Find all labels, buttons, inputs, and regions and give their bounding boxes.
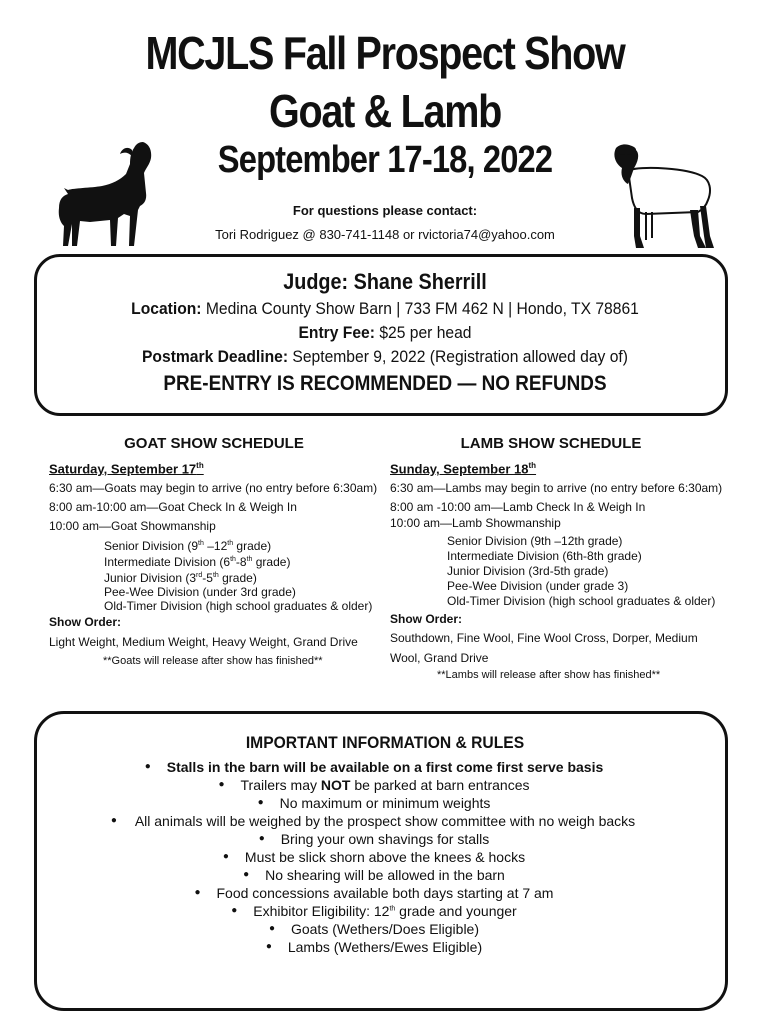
lamb-day-sup: th <box>528 461 537 470</box>
rule-lambs-eligible: ● Lambs (Wethers/Ewes Eligible) <box>265 939 483 955</box>
goat-day-sup: th <box>196 461 204 470</box>
rule-trailers: ● Trailers may NOT be parked at barn entrances <box>218 777 530 793</box>
judge-name: Judge: Shane Sherrill <box>283 269 487 294</box>
goat-time-showmanship: 10:00 am—Goat Showmanship <box>49 519 216 533</box>
lamb-show-order-label: Show Order: <box>390 612 463 626</box>
bullet-icon: ● <box>222 851 229 862</box>
goat-schedule <box>49 436 379 451</box>
title-line-1: MCJLS Fall Prospect Show <box>145 27 625 79</box>
deadline-label: Postmark Deadline: <box>142 347 289 366</box>
deadline-value: September 9, 2022 (Registration allowed day of) <box>292 347 628 366</box>
lamb-schedule <box>390 436 712 451</box>
lamb-div-intermediate: Intermediate Division (6th-8th grade) <box>447 549 642 563</box>
lamb-show-order: Southdown, Fine Wool, Fine Wool Cross, Dorper, Medium Wool, Grand Drive <box>390 631 698 665</box>
deadline-line <box>31 347 739 367</box>
goat-schedule-heading: GOAT SHOW SCHEDULE <box>124 435 304 452</box>
location-line <box>31 299 739 319</box>
lamb-div-peewee: Pee-Wee Division (under grade 3) <box>447 579 629 593</box>
rule-goats-eligible: ● Goats (Wethers/Does Eligible) <box>268 921 480 937</box>
bullet-icon: ● <box>144 761 151 772</box>
bullet-icon: ● <box>218 779 225 790</box>
pre-entry-notice: PRE-ENTRY IS RECOMMENDED — NO REFUNDS <box>163 372 607 395</box>
bullet-icon: ● <box>268 923 276 934</box>
goat-divisions <box>104 537 372 613</box>
goat-div-senior: Senior Division (9th –12th grade) <box>104 539 272 553</box>
lamb-div-senior: Senior Division (9th –12th grade) <box>447 534 623 548</box>
goat-div-junior: Junior Division (3rd-5th grade) <box>104 571 257 585</box>
entry-fee-line <box>31 323 739 343</box>
goat-day-text: Saturday, September 17 <box>49 461 197 477</box>
lamb-release-note: **Lambs will release after show has finished** <box>437 669 661 681</box>
lamb-div-oldtimer: Old-Timer Division (high school graduates & older) <box>447 594 716 608</box>
rule-shavings: ● Bring your own shavings for stalls <box>258 831 490 847</box>
rule-weights: ● No maximum or minimum weights <box>257 795 491 811</box>
lamb-show-day <box>390 461 536 476</box>
contact-info: Tori Rodriguez @ 830-741-1148 or rvictoria74@yahoo.com <box>215 227 555 242</box>
rule-eligibility: ● Exhibitor Eligibility: 12th grade and younger <box>231 903 517 919</box>
goat-div-peewee: Pee-Wee Division (under 3rd grade) <box>104 585 296 599</box>
rules-heading: IMPORTANT INFORMATION & RULES <box>245 733 525 752</box>
title-line-2: Goat & Lamb <box>269 85 501 137</box>
bullet-icon: ● <box>257 797 264 808</box>
lamb-schedule-heading: LAMB SHOW SCHEDULE <box>460 435 642 452</box>
goat-show-order-label: Show Order: <box>49 615 122 629</box>
goat-show-day <box>49 461 204 476</box>
rule-shearing: ● No shearing will be allowed in the barn <box>243 867 505 883</box>
goat-div-oldtimer: Old-Timer Division (high school graduates & older) <box>104 599 373 613</box>
bullet-icon: ● <box>231 905 238 916</box>
lamb-divisions <box>447 534 715 609</box>
contact-heading: For questions please contact: <box>292 203 478 218</box>
rule-food: ● Food concessions available both days starting at 7 am <box>194 885 554 901</box>
fee-value: $25 per head <box>379 323 472 342</box>
lamb-day-text: Sunday, September 18 <box>390 461 529 477</box>
bullet-icon: ● <box>258 833 265 844</box>
rule-stalls: ● Stalls in the barn will be available on a first come first serve basis <box>144 759 604 775</box>
location-value: Medina County Show Barn | 733 FM 462 N | Hondo, TX 78861 <box>205 299 639 318</box>
rule-weighed: ● All animals will be weighed by the prospect show committee with no weigh backs <box>110 813 636 829</box>
lamb-div-junior: Junior Division (3rd-5th grade) <box>447 564 609 578</box>
bullet-icon: ● <box>110 815 117 826</box>
lamb-time-checkin: 8:00 am -10:00 am—Lamb Check In & Weigh In <box>390 500 646 514</box>
show-date: September 17-18, 2022 <box>217 139 553 181</box>
goat-time-arrive: 6:30 am—Goats may begin to arrive (no entry before 6:30am) <box>49 481 378 495</box>
goat-icon <box>50 138 156 250</box>
lamb-time-arrive: 6:30 am—Lambs may begin to arrive (no entry before 6:30am) <box>390 481 723 495</box>
bullet-icon: ● <box>194 887 201 898</box>
lamb-icon <box>606 140 718 252</box>
goat-time-checkin: 8:00 am-10:00 am—Goat Check In & Weigh In <box>49 500 297 514</box>
bullet-icon: ● <box>265 941 272 952</box>
goat-release-note: **Goats will release after show has finished** <box>103 655 323 667</box>
rule-slick-shorn: ● Must be slick shorn above the knees & hocks <box>222 849 526 865</box>
bullet-icon: ● <box>243 869 250 880</box>
location-label: Location: <box>131 299 202 318</box>
fee-label: Entry Fee: <box>298 323 375 342</box>
lamb-time-showmanship: 10:00 am—Lamb Showmanship <box>390 516 561 530</box>
goat-show-order: Light Weight, Medium Weight, Heavy Weight, Grand Drive <box>49 635 358 649</box>
goat-div-intermediate: Intermediate Division (6th-8th grade) <box>104 555 291 569</box>
